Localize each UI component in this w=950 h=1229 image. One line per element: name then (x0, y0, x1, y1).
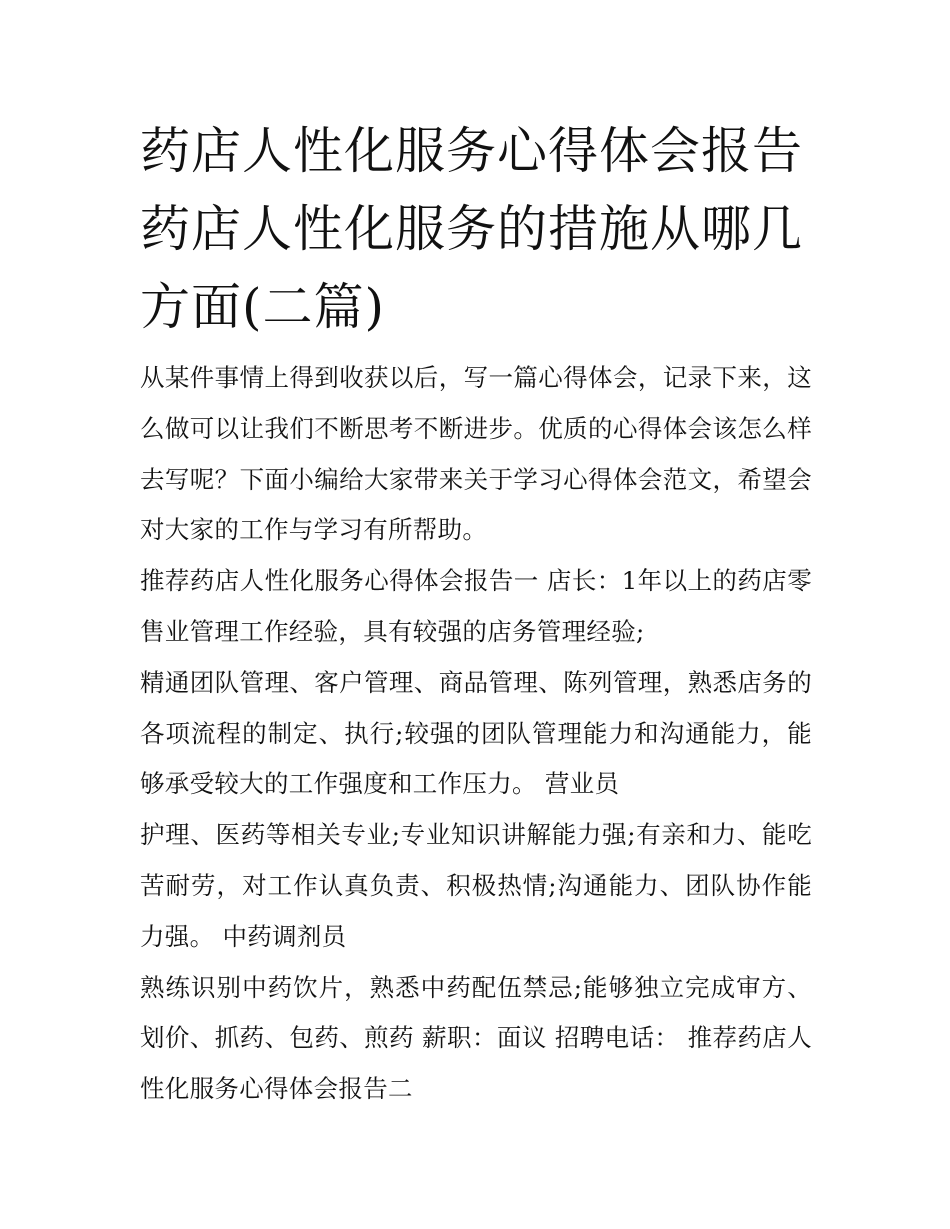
paragraph-tcm-dispenser: 熟练识别中药饮片，熟悉中药配伍禁忌;能够独立完成审方、划价、抓药、包药、煎药 薪职：面议 招聘电话： 推荐药店人性化服务心得体会报告二 (140, 972, 812, 1104)
paragraph-intro: 从某件事情上得到收获以后，写一篇心得体会，记录下来，这么做可以让我们不断思考不断进步。优质的心得体会该怎么样去写呢？下面小编给大家带来关于学习心得体会范文，希望会对大家的工作与学习有所帮助。 (140, 363, 812, 545)
paragraph-store-manager: 推荐药店人性化服务心得体会报告一 店长：1年以上的药店零售业管理工作经验，具有较强的店务管理经验; (140, 566, 812, 646)
document-body (140, 353, 812, 1115)
paragraph-sales-clerk: 护理、医药等相关专业;专业知识讲解能力强;有亲和力、能吃苦耐劳，对工作认真负责、积极热情;沟通能力、团队协作能力强。 中药调剂员 (140, 820, 812, 951)
document-title: 药店人性化服务心得体会报告药店人性化服务的措施从哪几方面(二篇) (140, 122, 803, 336)
paragraph-management-skills: 精通团队管理、客户管理、商品管理、陈列管理，熟悉店务的各项流程的制定、执行;较强的团队管理能力和沟通能力，能够承受较大的工作强度和工作压力。 营业员 (140, 667, 812, 799)
